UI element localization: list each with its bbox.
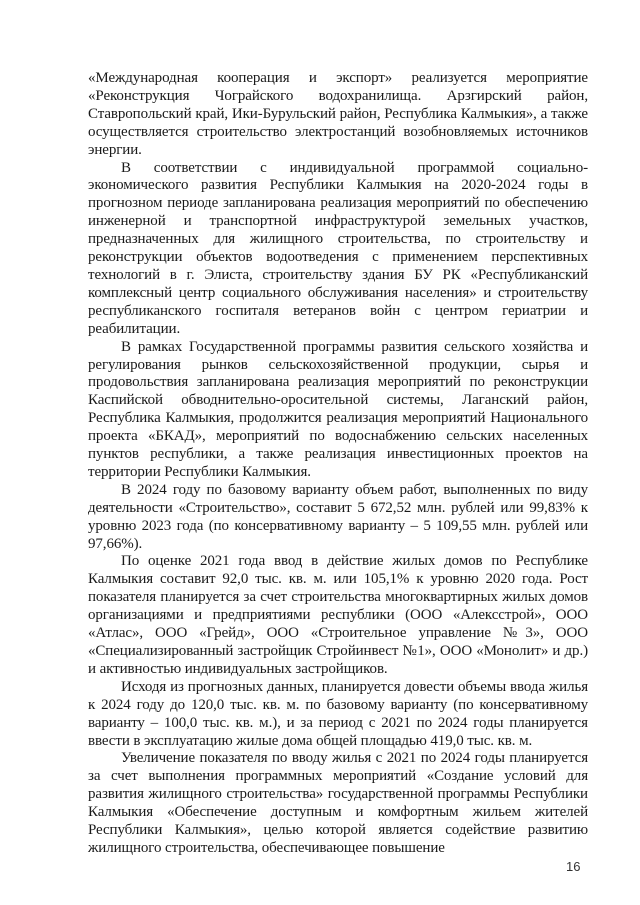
document-body (88, 70, 588, 858)
paragraph-3: В рамках Государственной программы развития сельского хозяйства и регулирования рынков сельскохозяйственной продукции, сырья и продовольствия запланирована реализация мероприятий по реконструкции Каспийской обводнительно-оросительной системы, Лаганский район, Республика Калмыкия, продолжится реализация мероприятий Национального проекта «БКАД», мероприятий по водоснабжению сельских населенных пунктов республики, а также реализация инвестиционных проектов на территории Республики Калмыкия. (88, 338, 588, 480)
paragraph-5: По оценке 2021 года ввод в действие жилых домов по Республике Калмыкия составит 92,0 тыс. кв. м. или 105,1% к уровню 2020 года. Рост показателя планируется за счет строительства многоквартирных жилых домов организациями и предприятиями республики (ООО «Алексстрой», ООО «Атлас», ООО «Грейд», ООО «Строительное управление №3», ООО «Специализированный застройщик Стройинвест №1», ООО «Монолит» и др.) и активностью индивидуальных застройщиков. (88, 553, 588, 677)
page-number: 16 (566, 859, 581, 874)
paragraph-4: В 2024 году по базовому варианту объем работ, выполненных по виду деятельности «Строительство», составит 5 672,52 млн. рублей или 99,83% к уровню 2023 года (по консервативному варианту – 5 109,55 млн. рублей или 97,66%). (88, 481, 588, 552)
paragraph-2: В соответствии с индивидуальной программой социально-экономического развития Республики Калмыкия на 2020-2024 годы в прогнозном периоде запланирована реализация мероприятий по обеспечению инженерной и транспортной инфраструктурой земельных участков, предназначенных для жилищного строительства, по строительству и реконструкции объектов водоотведения с применением перспективных технологий в г. Элиста, строительству здания БУ РК «Республиканский комплексный центр социального обслуживания населения» и строительству республиканского госпиталя ветеранов войн с центром гериатрии и реабилитации. (88, 159, 588, 337)
paragraph-1: «Международная кооперация и экспорт» реализуется мероприятие «Реконструкция Чограйского водохранилища. Арзгирский район, Ставропольский край, Ики-Бурульский район, Республика Калмыкия», а также осуществляется строительство электростанций возобновляемых источников энергии. (88, 70, 588, 158)
paragraph-7: Увеличение показателя по вводу жилья с 2021 по 2024 годы планируется за счет выполнения программных мероприятий «Создание условий для развития жилищного строительства» государственной программы Республики Калмыкия «Обеспечение доступным и комфортным жильем жителей Республики Калмыкия», целью которой является содействие развитию жилищного строительства, обеспечивающее повышение (88, 750, 588, 856)
paragraph-6: Исходя из прогнозных данных, планируется довести объемы ввода жилья к 2024 году до 120,0 тыс. кв. м. по базовому варианту (по консервативному варианту – 100,0 тыс. кв. м.), и за период с 2021 по 2024 годы планируется ввести в эксплуатацию жилые дома общей площадью 419,0 тыс. кв. м. (88, 678, 588, 749)
